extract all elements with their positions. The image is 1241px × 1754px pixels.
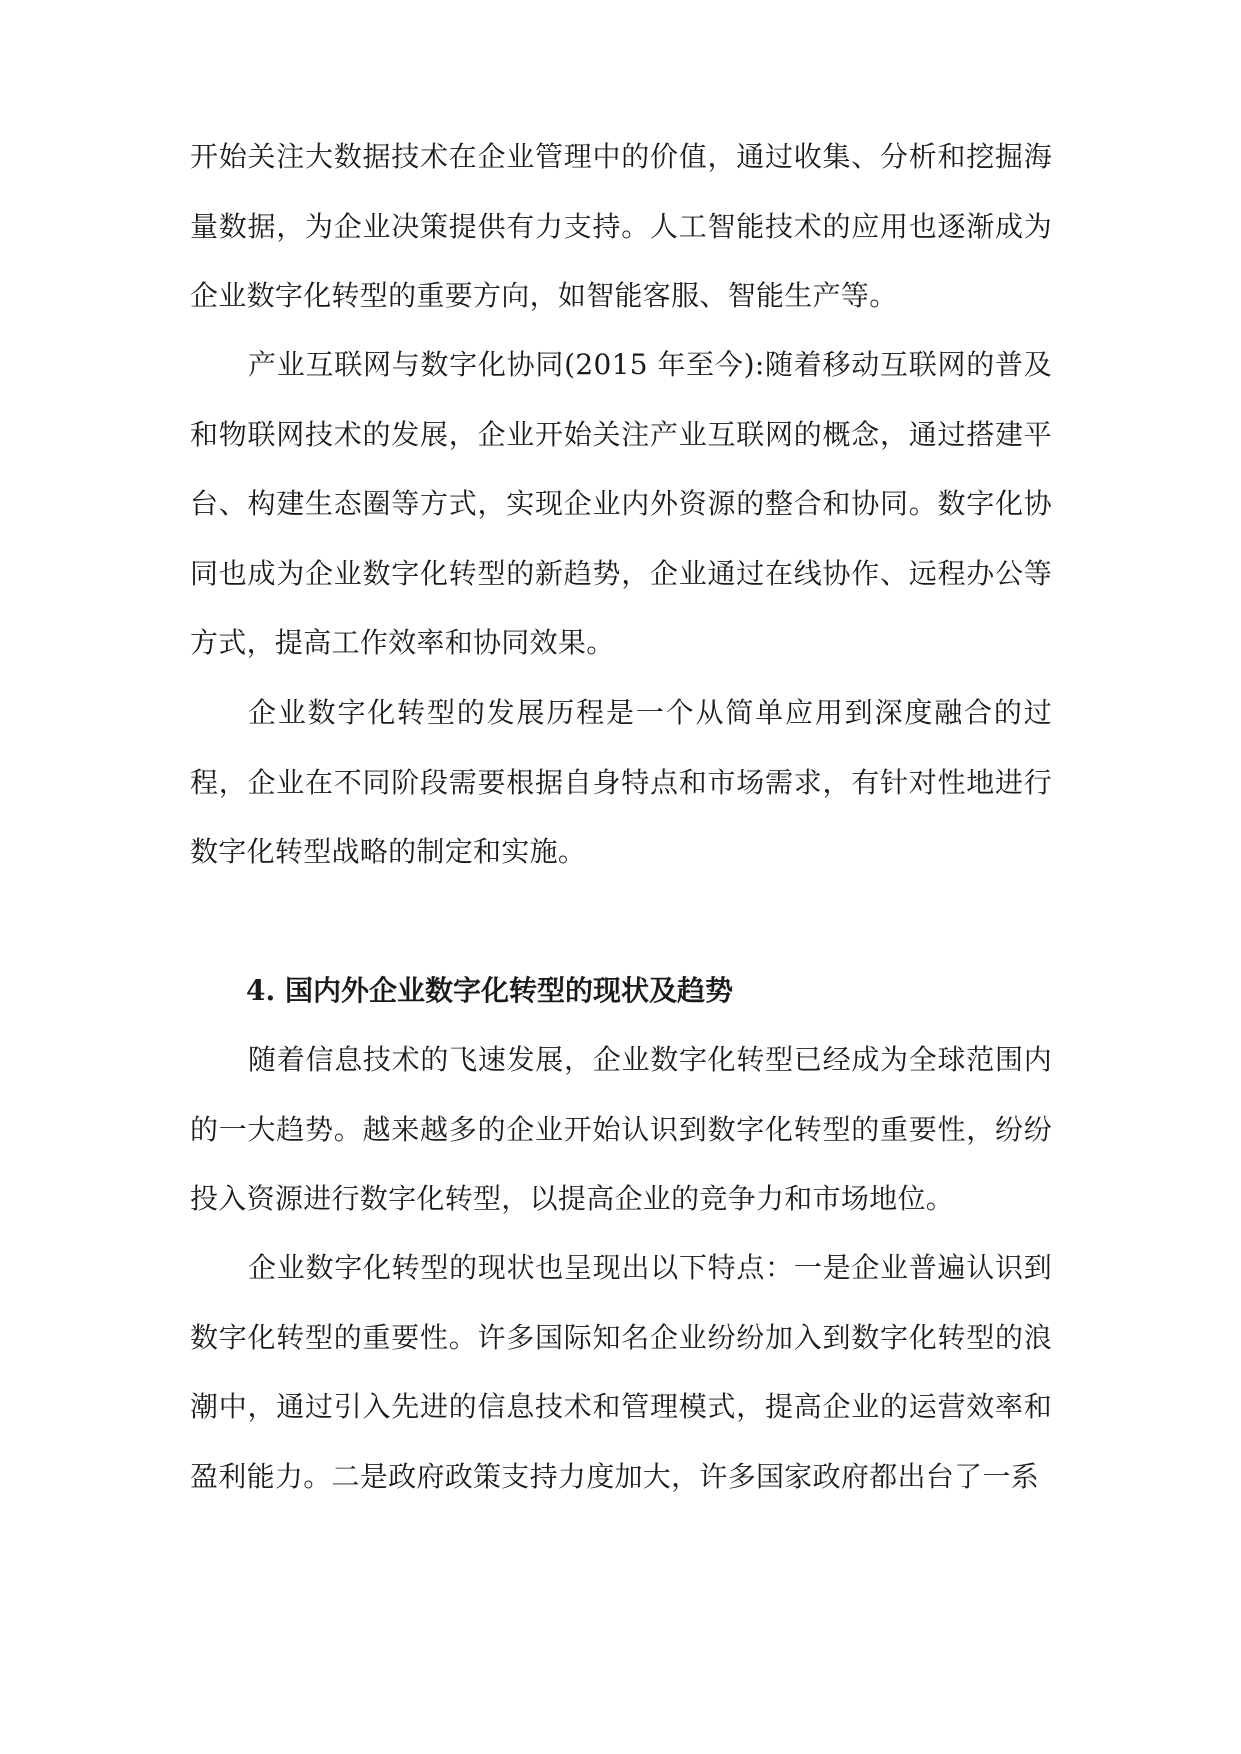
paragraph-current-status: 企业数字化转型的现状也呈现出以下特点：一是企业普遍认识到数字化转型的重要性。许多国际知名企业纷纷加入到数字化转型的浪潮中，通过引入先进的信息技术和管理模式，提高企业的运营效率和盈利能力。二是政府政策支持力度加大，许多国家政府都出台了一系 [190, 1251, 1052, 1493]
paragraph-industrial-internet: 产业互联网与数字化协同(2015 年至今):随着移动互联网的普及和物联网技术的发展，企业开始关注产业互联网的概念，通过搭建平台、构建生态圈等方式，实现企业内外资源的整合和协同。数字化协同也成为企业数字化转型的新趋势，企业通过在线协作、远程办公等方式，提高工作效率和协同效果。 [190, 348, 1052, 659]
paragraph-continuation: 开始关注大数据技术在企业管理中的价值，通过收集、分析和挖掘海量数据，为企业决策提供有力支持。人工智能技术的应用也逐渐成为企业数字化转型的重要方向，如智能客服、智能生产等。 [190, 140, 1052, 312]
paragraph-development-summary: 企业数字化转型的发展历程是一个从简单应用到深度融合的过程，企业在不同阶段需要根据自身特点和市场需求，有针对性地进行数字化转型战略的制定和实施。 [190, 696, 1052, 868]
paragraph-global-trend: 随着信息技术的飞速发展，企业数字化转型已经成为全球范围内的一大趋势。越来越多的企业开始认识到数字化转型的重要性，纷纷投入资源进行数字化转型，以提高企业的竞争力和市场地位。 [190, 1043, 1052, 1215]
section-heading: 4. 国内外企业数字化转型的现状及趋势 [246, 974, 733, 1007]
